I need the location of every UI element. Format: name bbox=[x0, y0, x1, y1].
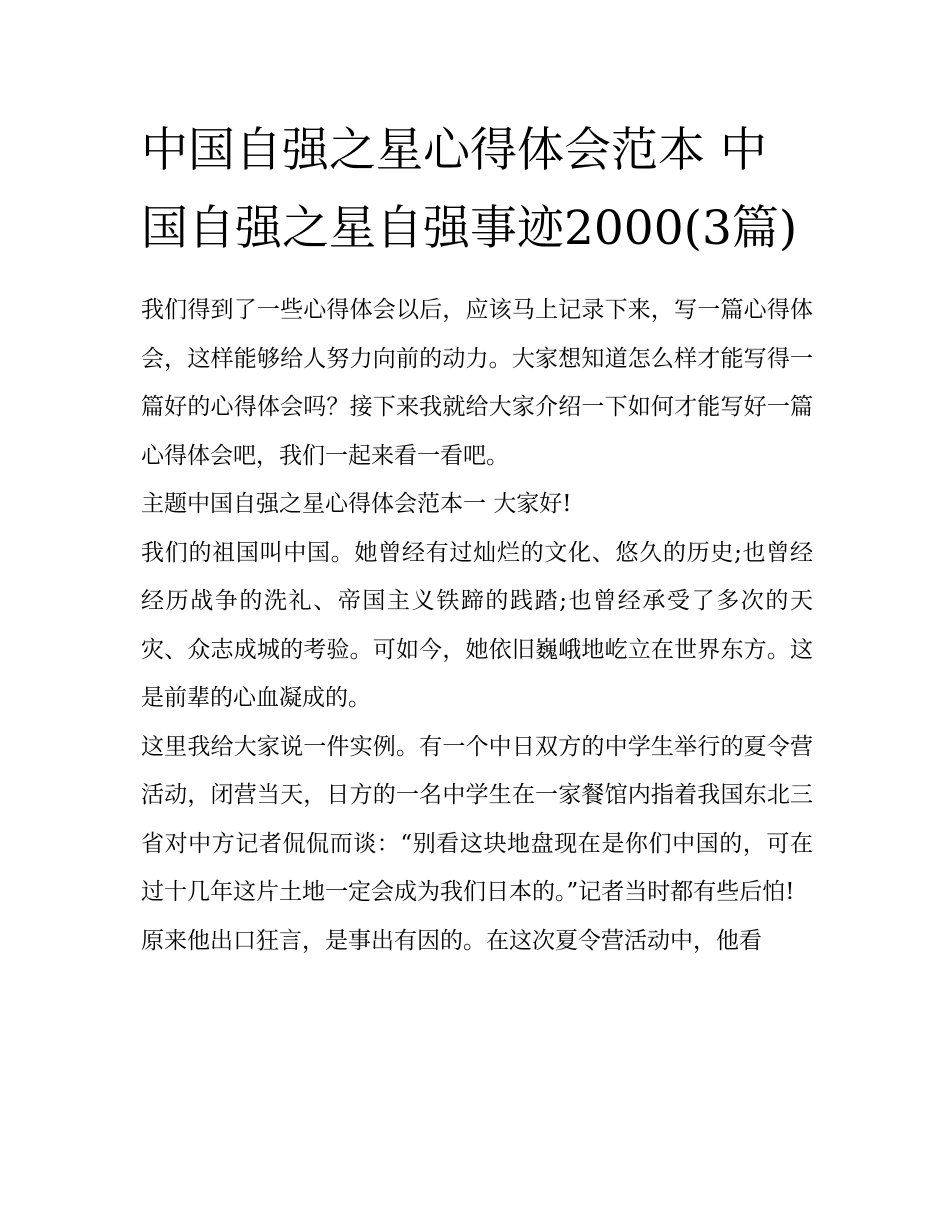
paragraph-intro: 我们得到了一些心得体会以后，应该马上记录下来，写一篇心得体会，这样能够给人努力向前的动力。大家想知道怎么样才能写得一篇好的心得体会吗？接下来我就给大家介绍一下如何才能写好一篇心得体会吧，我们一起来看一看吧。 bbox=[141, 297, 813, 469]
paragraph-reason: 原来他出口狂言，是事出有因的。在这次夏令营活动中，他看 bbox=[141, 927, 762, 954]
paragraph-motherland: 我们的祖国叫中国。她曾经有过灿烂的文化、悠久的历史;也曾经经历战争的洗礼、帝国主义铁蹄的践踏;也曾经承受了多次的天灾、众志成城的考验。可如今，她依旧巍峨地屹立在世界东方。这是前辈的心血凝成的。 bbox=[141, 539, 813, 711]
paragraph-example: 这里我给大家说一件实例。有一个中日双方的中学生举行的夏令营活动，闭营当天，日方的一名中学生在一家餐馆内指着我国东北三省对中方记者侃侃而谈：“别看这块地盘现在是你们中国的，可在过十几年这片土地一定会成为我们日本的。”记者当时都有些后怕! bbox=[141, 733, 813, 905]
document-title: 中国自强之星心得体会范本 中国自强之星自强事迹2000(3篇) bbox=[141, 123, 798, 256]
paragraph-topic-heading: 主题中国自强之星心得体会范本一 大家好! bbox=[141, 491, 572, 517]
document-body bbox=[141, 112, 813, 965]
